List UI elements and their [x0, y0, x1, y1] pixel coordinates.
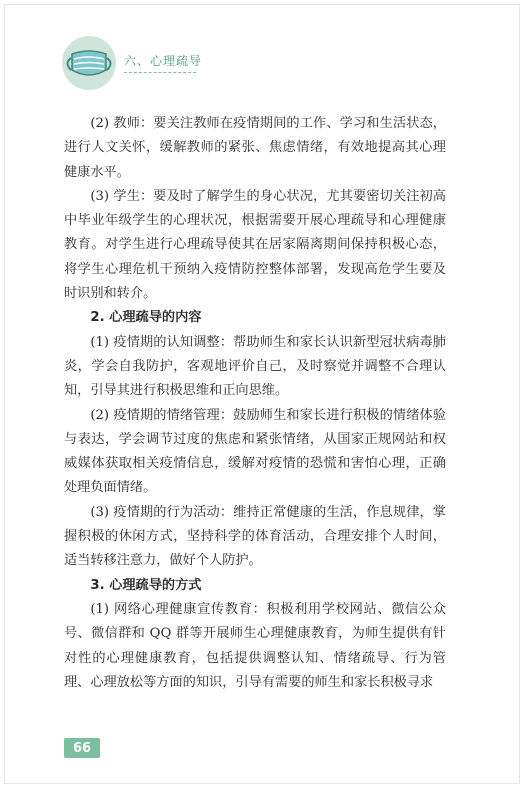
paragraph-behavior: (3) 疫情期的行为活动：维持正常健康的生活，作息规律，掌握积极的休闲方式，坚持科学的体育活动，合理安排个人时间，适当转移注意力，做好个人防护。 [64, 504, 446, 569]
section-title-underline [124, 72, 196, 73]
heading-methods: 3. 心理疏导的方式 [90, 577, 202, 593]
body-text [64, 112, 446, 695]
paragraph-emotion: (2) 疫情期的情绪管理：鼓励师生和家长进行积极的情绪体验与表达，学会调节过度的焦虑和紧张情绪，从国家正规网站和权威媒体获取相关疫情信息，缓解对疫情的恐慌和害怕心理，正确处理负面情绪。 [64, 407, 446, 496]
paragraph-student: (3) 学生：要及时了解学生的身心状况，尤其要密切关注初高中毕业年级学生的心理状况，根据需要开展心理疏导和心理健康教育。对学生进行心理疏导使其在居家隔离期间保持积极心态，将学生心理危机干预纳入疫情防控整体部署，发现高危学生要及时识别和转介。 [64, 188, 446, 302]
page-number: 66 [64, 738, 100, 758]
paragraph-cognitive: (1) 疫情期的认知调整：帮助师生和家长认识新型冠状病毒肺炎，学会自我防护，客观地评价自己，及时察觉并调整不合理认知，引导其进行积极思维和正向思维。 [64, 334, 446, 399]
section-title: 六、心理疏导 [124, 54, 203, 68]
paragraph-teacher: (2) 教师：要关注教师在疫情期间的工作、学习和生活状态，进行人文关怀，缓解教师的紧张、焦虑情绪，有效地提高其心理健康水平。 [64, 116, 446, 180]
heading-content: 2. 心理疏导的内容 [90, 310, 202, 326]
paragraph-online-education: (1) 网络心理健康宣传教育：积极利用学校网站、微信公众号、微信群和 QQ 群等开展师生心理健康教育，为师生提供有针对性的心理健康教育，包括提供调整认知、情绪疏导、行为管理、心理放松等方面的知识，引导有需要的师生和家长积极寻求 [64, 601, 446, 690]
face-mask-icon [62, 36, 116, 90]
